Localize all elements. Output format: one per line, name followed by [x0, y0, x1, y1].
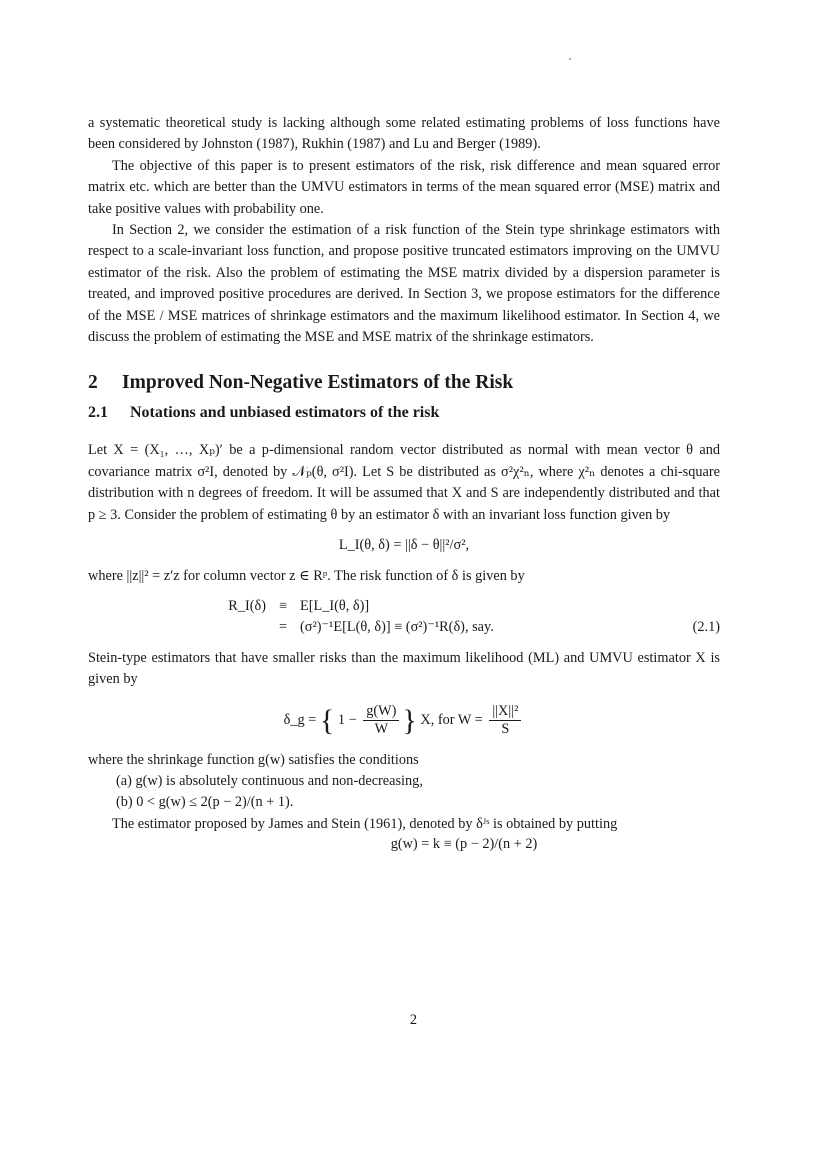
- fraction: [489, 703, 521, 738]
- page-number: 2: [409, 1012, 418, 1028]
- paragraph: Let X = (X₁, …, Xₚ)′ be a p-dimensional random vector distributed as normal with mean vector θ and covariance matrix σ²I, denoted by 𝒩ₚ(θ, σ²I). Let S be distributed as σ²χ²ₙ, where χ²ₙ denotes a chi-square distribution with n degrees of freedom. It will be assumed that X and S are independently distributed and that p ≥ 3. Consider the problem of estimating θ by an estimator δ with an invariant loss function given by: [88, 442, 720, 523]
- paragraph: Stein-type estimators that have smaller risks than the maximum likelihood (ML) and UMVU estimator X is given by: [88, 649, 720, 688]
- subsection-title: Notations and unbiased estimators of the risk: [130, 404, 440, 422]
- equation-rhs: E[L_I(θ, δ)]: [300, 597, 370, 614]
- subsection-number: 2.1: [88, 404, 108, 422]
- brace-right: }: [402, 703, 417, 737]
- fraction-denominator: W: [374, 720, 389, 737]
- equation-risk: [88, 596, 720, 639]
- condition-item: (a) g(w) is absolutely continuous and non-decreasing,: [116, 772, 423, 789]
- paragraph: where the shrinkage function g(w) satisfies the conditions: [88, 751, 419, 768]
- brace-left: {: [319, 703, 335, 737]
- equation-lhs: R_I(δ): [228, 597, 266, 614]
- equation-relation: =: [278, 619, 288, 636]
- equation-term: 1 −: [337, 711, 357, 728]
- section-number: 2: [88, 372, 98, 394]
- paragraph: where ||z||² = z′z for column vector z ∈ Rᵖ. The risk function of δ is given by: [88, 567, 525, 584]
- equation-lhs: δ_g =: [283, 711, 320, 728]
- equation-row: [88, 596, 720, 617]
- scan-speck: [569, 58, 571, 60]
- subsection-heading: [88, 400, 720, 426]
- paragraph: a systematic theoretical study is lacking although some related estimating problems of loss functions have been considered by Johnston (1987), Rukhin (1987) and Lu and Berger (1989).: [88, 115, 720, 153]
- fraction-numerator: ||X||²: [489, 703, 521, 721]
- equation-loss: L_I(θ, δ) = ||δ − θ||²/σ²,: [338, 537, 470, 554]
- equation-row: [88, 617, 720, 638]
- paragraph: In Section 2, we consider the estimation of a risk function of the Stein type shrinkage estimators with respect to a scale-invariant loss function, and propose positive truncated estimators improving on the UMVU estimator of the risk. Also the problem of estimating the MSE matrix divided by a dispersion parameter is treated, and improved positive procedures are derived. In Section 3, we propose estimators for the difference of the MSE / MSE matrices of shrinkage estimators and the maximum likelihood estimator. In Section 4, we discuss the problem of estimating the MSE and MSE matrix of the shrinkage estimators.: [88, 222, 720, 346]
- fraction: [363, 703, 399, 738]
- equation-number: (2.1): [692, 619, 720, 636]
- paragraph: The estimator proposed by James and Stein (1961), denoted by δᴶˢ is obtained by putting: [112, 815, 618, 832]
- page-body: [88, 113, 720, 856]
- fraction-numerator: g(W): [363, 703, 399, 721]
- fraction-denominator: S: [501, 720, 510, 737]
- section-title: Improved Non-Negative Estimators of the Risk: [122, 372, 514, 394]
- equation-js: g(w) = k ≡ (p − 2)/(n + 2): [390, 836, 538, 853]
- equation-term: X, for W =: [420, 711, 487, 728]
- equation-rhs: (σ²)⁻¹E[L(θ, δ)] ≡ (σ²)⁻¹R(δ), say.: [300, 619, 494, 636]
- section-heading: [88, 368, 720, 398]
- paragraph: The objective of this paper is to present estimators of the risk, risk difference and mean squared error matrix etc. which are better than the UMVU estimators in terms of the mean squared error (MSE) matrix and take positive values with probability one.: [88, 157, 720, 217]
- equation-stein: [88, 703, 720, 738]
- condition-item: (b) 0 < g(w) ≤ 2(p − 2)/(n + 1).: [116, 794, 294, 811]
- equation-relation: ≡: [278, 597, 288, 614]
